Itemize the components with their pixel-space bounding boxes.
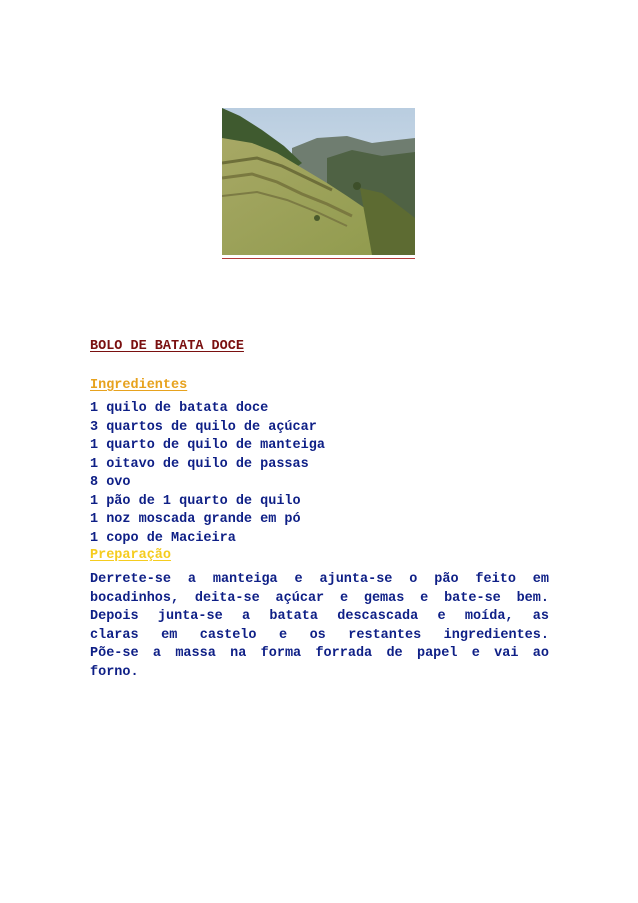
ingredient-item: 1 oitavo de quilo de passas xyxy=(90,456,309,472)
recipe-title: BOLO DE BATATA DOCE xyxy=(90,339,244,354)
ingredient-item: 3 quartos de quilo de açúcar xyxy=(90,419,317,435)
preparation-line: Põe-se a massa na forma forrada de papel e vai ao xyxy=(90,646,549,662)
ingredient-item: 1 quilo de batata doce xyxy=(90,401,269,416)
preparation-line: forno. xyxy=(90,664,139,680)
photo-divider-line xyxy=(222,258,415,259)
ingredient-item: 1 pão de 1 quarto de quilo xyxy=(90,493,301,509)
ingredient-item: 1 quarto de quilo de manteiga xyxy=(90,438,325,453)
ingredient-item: 1 copo de Macieira xyxy=(90,530,236,546)
ingredients-heading: Ingredientes xyxy=(90,378,188,393)
preparation-line: Depois junta-se a batata descascada e moída, as xyxy=(90,609,549,625)
ingredients-list xyxy=(90,400,325,548)
preparation-line: bocadinhos, deita-se açúcar e gemas e bate-se bem. xyxy=(90,590,549,606)
preparation-heading: Preparação xyxy=(90,548,172,563)
preparation-line: claras em castelo e os restantes ingredientes. xyxy=(90,627,549,643)
preparation-line: Derrete-se a manteiga e ajunta-se o pão feito em xyxy=(90,572,549,587)
preparation-text xyxy=(90,571,549,683)
landscape-photo xyxy=(222,108,415,255)
ingredient-item: 8 ovo xyxy=(90,475,131,490)
ingredient-item: 1 noz moscada grande em pó xyxy=(90,512,301,527)
